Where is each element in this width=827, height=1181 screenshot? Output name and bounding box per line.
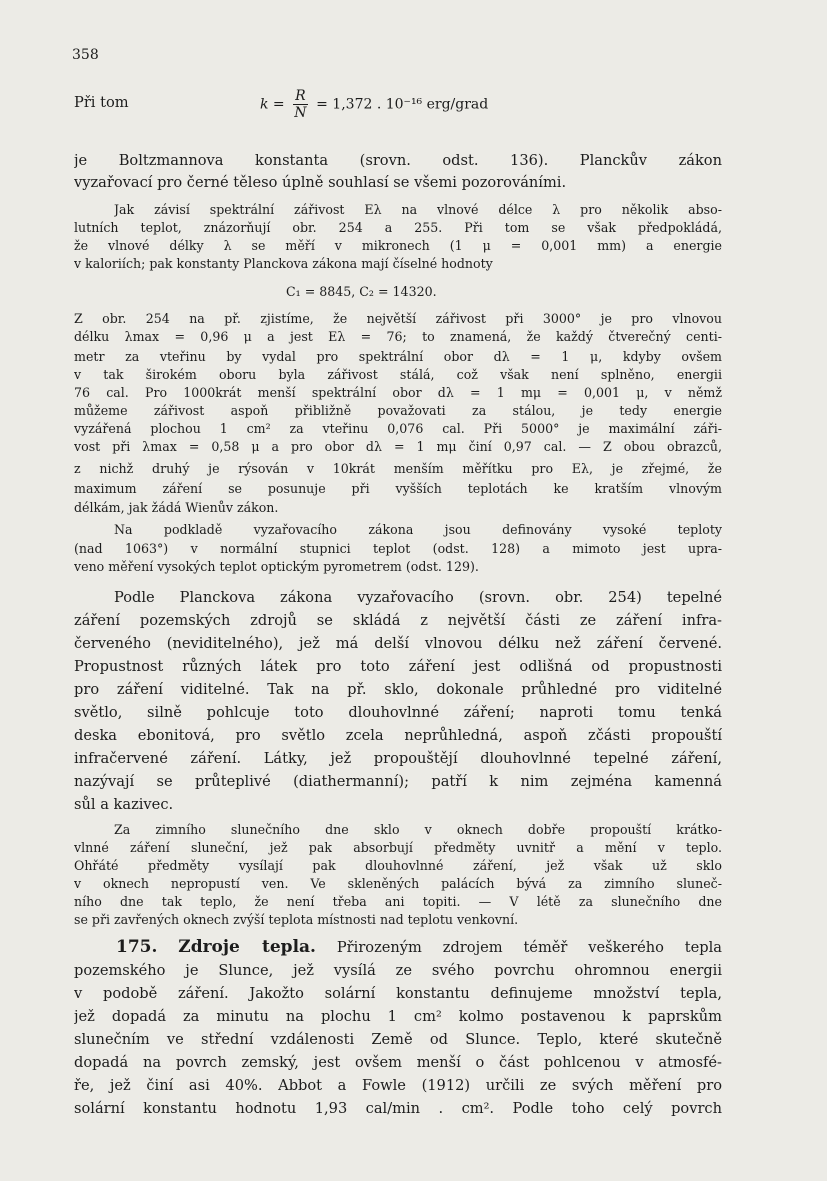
formula-denominator: N	[294, 105, 307, 121]
text-line: slunečním ve střední vzdálenosti Země od Slunce. Teplo, které skutečně	[74, 1031, 722, 1048]
text-line: se při zavřených oknech zvýší teplota místnosti nad teplotu venkovní.	[74, 912, 519, 927]
section-first-line: Přirozeným zdrojem téměř veškerého tepla	[336, 939, 722, 956]
text-line: můžeme zářivost aspoň přibližně považovati za stálou, je tedy energie	[74, 403, 722, 418]
text-line: vost při λmax = 0,58 μ a pro obor dλ = 1 mμ činí 0,97 cal. — Z obou obrazců,	[74, 439, 722, 454]
text-line: je Boltzmannova konstanta (srovn. odst. 136). Planckův zákon	[74, 152, 722, 169]
section-number: 175.	[116, 937, 158, 957]
page-number: 358	[72, 47, 99, 63]
text-line: světlo, silně pohlcuje toto dlouhovlnné záření; naproti tomu tenká	[74, 704, 722, 721]
text-line: Propustnost různých látek pro toto záření jest odlišná od propustnosti	[74, 658, 722, 675]
text-line: infračervené záření. Látky, jež propouštějí dlouhovlnné tepelné záření,	[74, 750, 722, 767]
formula-fraction	[293, 88, 308, 121]
text-line: ře, jež činí asi 40%. Abbot a Fowle (1912) určili ze svých měření pro	[74, 1077, 722, 1094]
formula-lhs: k =	[260, 96, 285, 113]
text-line: červeného (neviditelného), jež má delší vlnovou délku než záření červené.	[74, 635, 722, 652]
text-line: vyzářená plochou 1 cm² za vteřinu 0,076 cal. Při 5000° je maximální záři-	[74, 421, 722, 436]
text-line: veno měření vysokých teplot optickým pyrometrem (odst. 129).	[74, 559, 479, 574]
text-line: v tak širokém oboru byla zářivost stálá, což však není splněno, energii	[74, 367, 722, 382]
formula-lead: Při tom	[74, 94, 129, 111]
text-line: sůl a kazivec.	[74, 796, 174, 813]
text-line: (nad 1063°) v normální stupnici teplot (odst. 128) a mimoto jest upra-	[74, 541, 722, 556]
text-line: Z obr. 254 na př. zjistíme, že největší zářivost při 3000° je pro vlnovou	[74, 311, 722, 326]
text-line: délkám, jak žádá Wienův zákon.	[74, 500, 279, 515]
text-line: v podobě záření. Jakožto solární konstantu definujeme množství tepla,	[74, 985, 722, 1002]
text-line: vlnné záření sluneční, jež pak absorbují předměty uvnitř a mění v teplo.	[74, 840, 722, 855]
text-line: Podle Planckova zákona vyzařovacího (srovn. obr. 254) tepelné	[114, 589, 722, 606]
section-heading-line	[116, 937, 722, 958]
text-line: vyzařovací pro černé těleso úplně souhlasí se všemi pozorováními.	[74, 174, 567, 191]
text-line: záření pozemských zdrojů se skládá z největší části ze záření infra-	[74, 612, 722, 629]
text-line: v oknech nepropustí ven. Ve skleněných palácích bývá za zimního sluneč-	[74, 876, 722, 891]
text-line: maximum záření se posunuje při vyšších teplotách ke kratším vlnovým	[74, 481, 722, 496]
section-title: Zdroje tepla.	[178, 937, 316, 957]
text-line: 76 cal. Pro 1000krát menší spektrální obor dλ = 1 mμ = 0,001 μ, v němž	[74, 385, 722, 400]
formula-numerator: R	[295, 88, 306, 104]
text-line: délku λmax = 0,96 μ a jest Eλ = 76; to znamená, že každý čtverečný centi-	[74, 329, 722, 344]
text-line: solární konstantu hodnotu 1,93 cal/min . cm². Podle toho celý povrch	[74, 1100, 722, 1117]
text-line: dopadá na povrch zemský, jest ovšem menší o část pohlcenou v atmosfé-	[74, 1054, 722, 1071]
text-line: jež dopadá za minutu na plochu 1 cm² kolmo postavenou k paprskům	[74, 1008, 722, 1025]
text-line: nazývají se průteplivé (diathermanní); patří k nim zejména kamenná	[74, 773, 722, 790]
text-line: pozemského je Slunce, jež vysílá ze svého povrchu ohromnou energii	[74, 962, 722, 979]
text-line: Jak závisí spektrální zářivost Eλ na vlnové délce λ pro několik abso-	[114, 202, 722, 217]
text-line: Na podkladě vyzařovacího zákona jsou definovány vysoké teploty	[114, 522, 722, 537]
text-line: Ohřáté předměty vysílají pak dlouhovlnné záření, jež však už sklo	[74, 858, 722, 873]
text-line: že vlnové délky λ se měří v mikronech (1 μ = 0,001 mm) a energie	[74, 238, 722, 253]
text-line: deska ebonitová, pro světlo zcela neprůhledná, aspoň zčásti propouští	[74, 727, 722, 744]
text-line: metr za vteřinu by vydal pro spektrální obor dλ = 1 μ, kdyby ovšem	[74, 349, 722, 364]
text-line: v kaloriích; pak konstanty Planckova zákona mají číselné hodnoty	[74, 256, 493, 271]
text-line: ního dne tak teplo, že není třeba ani topiti. — V létě za slunečního dne	[74, 894, 722, 909]
formula-rhs: = 1,372 . 10⁻¹⁶ erg/grad	[316, 96, 489, 113]
constants-formula: C₁ = 8845, C₂ = 14320.	[286, 284, 437, 299]
text-line: z nichž druhý je rýsován v 10krát menším měřítku pro Eλ, je zřejmé, že	[74, 461, 722, 476]
text-line: pro záření viditelné. Tak na př. sklo, dokonale průhledné pro viditelné	[74, 681, 722, 698]
text-line: lutních teplot, znázorňují obr. 254 a 255. Při tom se však předpokládá,	[74, 220, 722, 235]
text-line: Za zimního slunečního dne sklo v oknech dobře propouští krátko-	[114, 822, 722, 837]
formula-body	[260, 88, 488, 121]
